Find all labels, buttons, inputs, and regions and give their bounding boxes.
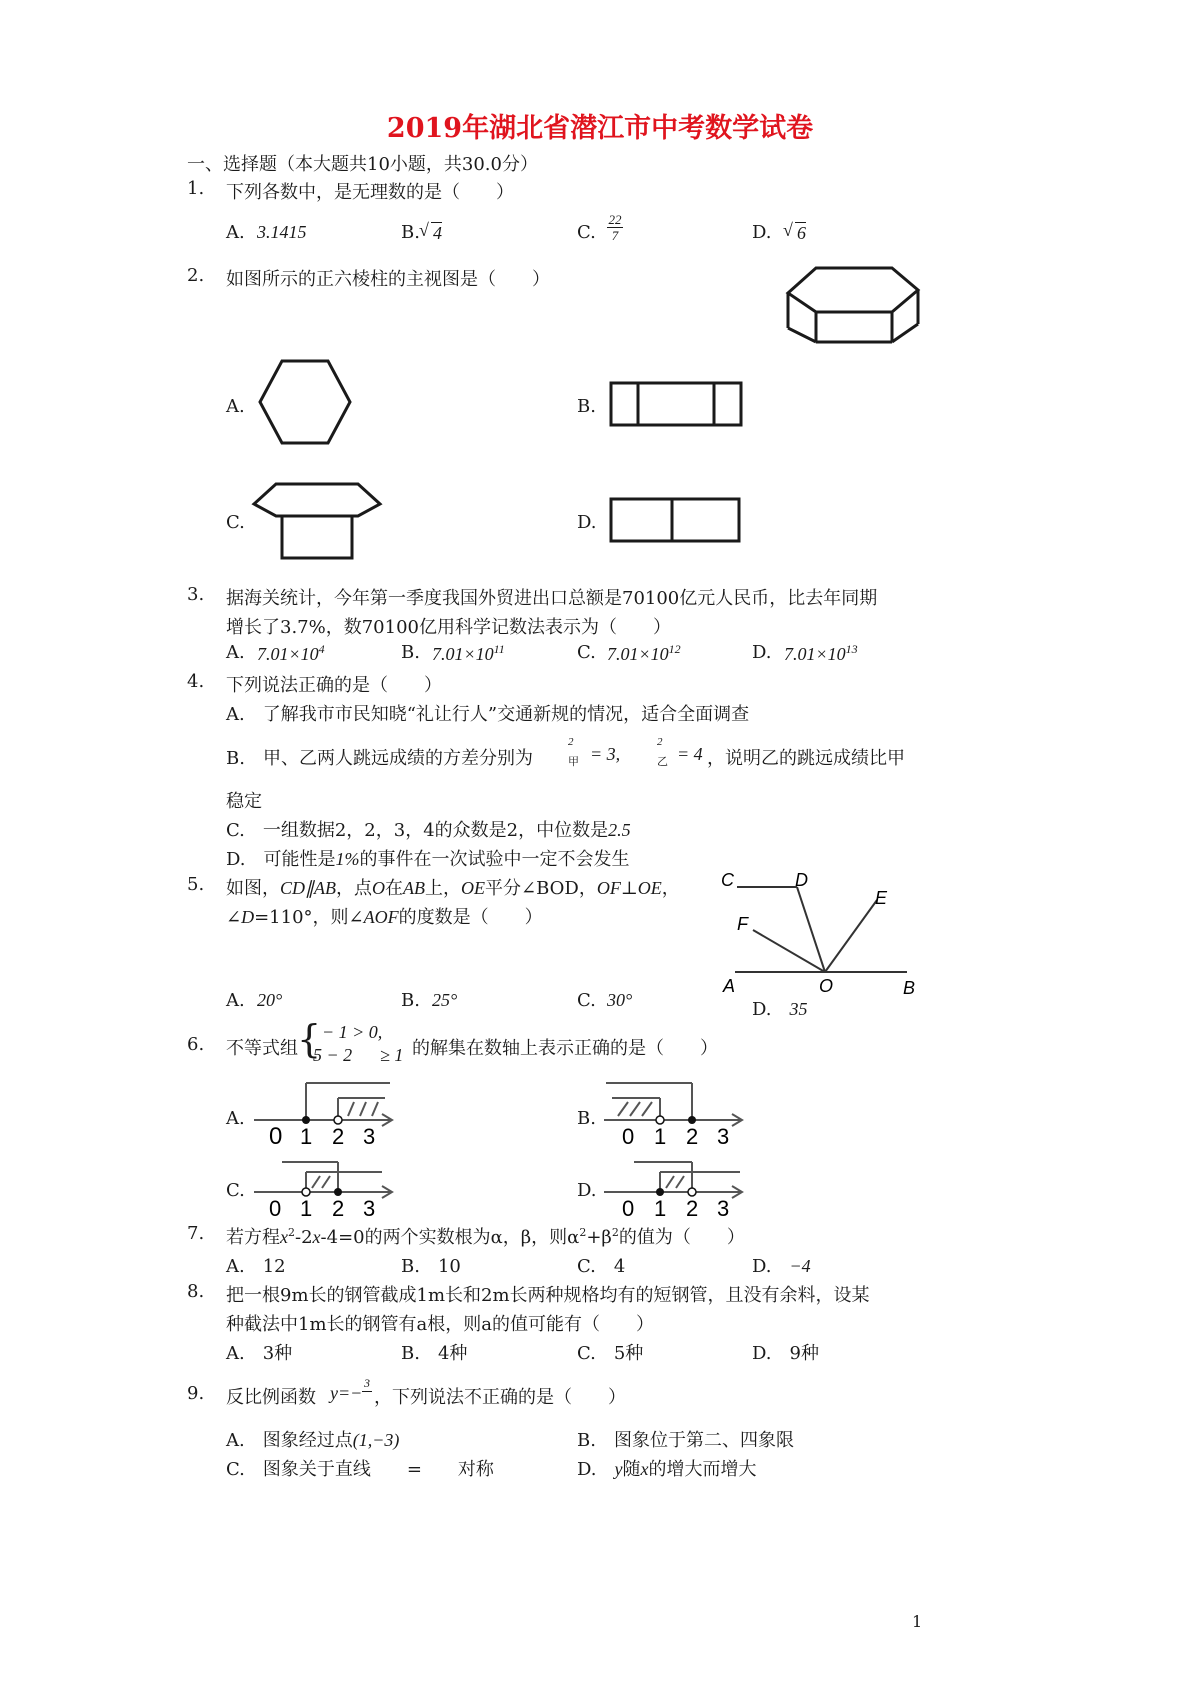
q4-number: 4. xyxy=(187,671,205,692)
q4-option-d-value: 1% xyxy=(335,849,360,869)
q1-option-d-label: D. xyxy=(752,222,772,243)
q3-option-d-exp: 13 xyxy=(845,642,858,656)
svg-text:2: 2 xyxy=(686,1196,699,1221)
q4-option-b-exp1: 2 xyxy=(568,736,574,748)
q1-option-b xyxy=(419,220,442,244)
q5-number: 5. xyxy=(187,874,205,895)
q3-option-d-label: D. xyxy=(752,642,772,663)
q9-post: ，下列说法不正确的是（ ） xyxy=(374,1387,626,1408)
q5-option-c-label: C. xyxy=(577,990,596,1011)
hexagonal-prism-figure xyxy=(780,260,925,350)
svg-text:0: 0 xyxy=(622,1124,635,1149)
q2-option-a-label: A. xyxy=(226,396,245,417)
q1-option-d-value: 6 xyxy=(797,223,806,243)
svg-text:2: 2 xyxy=(686,1124,699,1149)
q3-option-a xyxy=(257,642,325,665)
q7-option-a: A. 12 xyxy=(226,1256,286,1277)
q4-option-b-eq1: = 3, xyxy=(590,744,621,764)
q4-option-b-rest: ，说明乙的跳远成绩比甲 xyxy=(707,748,905,769)
q5-option-a: 20° xyxy=(257,990,283,1010)
q3-option-d-base: 7.01×10 xyxy=(784,644,846,664)
q9-number: 9. xyxy=(187,1383,205,1404)
q1-option-c-label: C. xyxy=(577,222,596,243)
q9-pre: 反比例函数 xyxy=(226,1387,316,1408)
q7-option-b: B. 10 xyxy=(401,1256,461,1277)
q2-number: 2. xyxy=(187,265,205,286)
q1-option-b-label: B. xyxy=(401,222,420,243)
svg-text:0: 0 xyxy=(269,1123,283,1150)
label-a: A xyxy=(723,976,736,996)
q8-line2: 种截法中1m长的钢管有a根，则a的值可能有（ ） xyxy=(226,1314,654,1335)
svg-text:0: 0 xyxy=(622,1196,635,1221)
q3-option-a-exp: 4 xyxy=(318,642,325,656)
q5-line2: ∠D=110°，则∠AOF的度数是（ ） xyxy=(226,907,543,928)
q6-option-a-numberline xyxy=(250,1078,400,1148)
q6-option-b-numberline xyxy=(600,1078,750,1148)
brace-icon: { xyxy=(297,1017,322,1061)
q6-option-c-label: C. xyxy=(226,1180,245,1201)
q9-option-c: C. 图象关于直线 = 对称 xyxy=(226,1459,494,1480)
q5-option-c: 30° xyxy=(607,990,633,1010)
label-e: E xyxy=(875,888,888,908)
q2-option-a-hexagon xyxy=(255,356,355,448)
label-b: B xyxy=(903,978,916,998)
q9-frac-numerator: 3 xyxy=(364,1376,370,1390)
label-f: F xyxy=(737,914,748,934)
q4-option-d xyxy=(226,845,630,871)
q3-option-c-label: C. xyxy=(577,642,596,663)
q1-option-a-label: A. xyxy=(226,222,245,243)
q6-ineq2-left: 5 − 2 xyxy=(313,1045,353,1065)
label-o: O xyxy=(819,976,834,996)
q2-option-d-rectangles xyxy=(608,496,742,544)
q4-option-b-line2: 稳定 xyxy=(226,791,262,812)
q4-option-b-eq2: = 4 xyxy=(677,744,703,764)
page-title: 2019年湖北省潜江市中考数学试卷 xyxy=(386,113,814,144)
q2-option-c-figure xyxy=(250,480,385,562)
q7-number: 7. xyxy=(187,1223,205,1244)
q2-option-b-rectangles xyxy=(608,380,744,428)
q4-option-b-sub2: 乙 xyxy=(657,755,668,768)
q4-option-b-sub1: 甲 xyxy=(568,755,579,768)
q3-number: 3. xyxy=(187,584,205,605)
svg-text:3: 3 xyxy=(717,1196,730,1221)
q5-option-b: 25° xyxy=(432,990,458,1010)
q7-stem: 若方程$x^2-2x-4=0$的两个实数根为α，β，则$\alpha^2+\beta^2$的值为（ ） xyxy=(226,1226,745,1248)
q1-option-b-value: 4 xyxy=(433,223,442,243)
q4-option-d-pre: D. 可能性是 xyxy=(226,849,336,870)
q6-option-a-label: A. xyxy=(226,1108,245,1129)
q5-option-b-label: B. xyxy=(401,990,420,1011)
q3-option-a-base: 7.01×10 xyxy=(257,644,319,664)
svg-text:3: 3 xyxy=(363,1124,376,1149)
q9-option-d: D. y随x的增大而增大 xyxy=(577,1459,757,1480)
q3-line2: 增长了3.7%，数70100亿用科学记数法表示为（ ） xyxy=(226,617,671,638)
q4-stem: 下列说法正确的是（ ） xyxy=(226,675,442,696)
q3-option-b-label: B. xyxy=(401,642,420,663)
q3-option-b-exp: 11 xyxy=(493,642,505,656)
q2-option-c-label: C. xyxy=(226,512,245,533)
q8-option-a: A. 3种 xyxy=(226,1343,293,1364)
q1-option-d xyxy=(783,220,806,244)
q3-option-a-label: A. xyxy=(226,642,245,663)
page-number: 1 xyxy=(912,1612,923,1631)
q3-option-c-exp: 12 xyxy=(668,642,681,656)
svg-text:3: 3 xyxy=(717,1124,730,1149)
q8-number: 8. xyxy=(187,1281,205,1302)
q8-option-b: B. 4种 xyxy=(401,1343,468,1364)
q1-option-c-numerator: 22 xyxy=(608,212,622,227)
q7-option-c: C. 4 xyxy=(577,1256,626,1277)
sqrt-symbol-icon: √ xyxy=(783,220,793,240)
q6-option-b-label: B. xyxy=(577,1108,596,1129)
q3-option-c xyxy=(607,642,681,665)
q1-option-c-denominator: 7 xyxy=(611,228,619,243)
q4-option-c-text: C. 一组数据2，2，3，4的众数是2，中位数是 xyxy=(226,820,609,841)
q3-option-d xyxy=(784,642,858,665)
q1-option-a: 3.1415 xyxy=(257,222,307,242)
sqrt-symbol-icon: √ xyxy=(419,220,429,240)
svg-text:1: 1 xyxy=(300,1124,313,1149)
q1-option-c xyxy=(607,212,623,243)
svg-text:0: 0 xyxy=(269,1196,282,1221)
q2-option-b-label: B. xyxy=(577,396,596,417)
q2-option-d-label: D. xyxy=(577,512,597,533)
q3-option-c-base: 7.01×10 xyxy=(607,644,669,664)
q1-stem: 下列各数中，是无理数的是（ ） xyxy=(226,182,514,203)
q4-option-c xyxy=(226,816,631,842)
q5-angle-figure xyxy=(715,868,925,1003)
q6-post: 的解集在数轴上表示正确的是（ ） xyxy=(412,1038,718,1059)
q6-option-d-numberline xyxy=(600,1158,750,1222)
q6-number: 6. xyxy=(187,1034,205,1055)
q4-option-d-post: 的事件在一次试验中一定不会发生 xyxy=(359,849,630,870)
q2-stem: 如图所示的正六棱柱的主视图是（ ） xyxy=(226,269,550,290)
q3-line1: 据海关统计，今年第一季度我国外贸进出口总额是70100亿元人民币，比去年同期 xyxy=(226,588,878,609)
svg-text:3: 3 xyxy=(363,1196,376,1221)
q4-option-b-exp2: 2 xyxy=(657,736,663,748)
q4-option-b-part1: B. 甲、乙两人跳远成绩的方差分别为 xyxy=(226,748,533,769)
q8-option-c: C. 5种 xyxy=(577,1343,644,1364)
q6-ineq2-right: ≥ 1 xyxy=(380,1045,404,1065)
svg-text:1: 1 xyxy=(300,1196,313,1221)
q1-number: 1. xyxy=(187,178,205,199)
q6-option-d-label: D. xyxy=(577,1180,597,1201)
svg-text:1: 1 xyxy=(654,1196,667,1221)
q9-function: y=− xyxy=(330,1383,363,1403)
svg-text:1: 1 xyxy=(654,1124,667,1149)
q8-line1: 把一根9m长的钢管截成1m长和2m长两种规格均有的短钢管，且没有余料，设某 xyxy=(226,1285,870,1306)
q3-option-b-base: 7.01×10 xyxy=(432,644,494,664)
q3-option-b xyxy=(432,642,505,665)
q7-option-d: D. −4 xyxy=(752,1256,811,1277)
q4-option-a: A. 了解我市市民知晓“礼让行人”交通新规的情况，适合全面调查 xyxy=(226,704,750,725)
svg-text:2: 2 xyxy=(332,1124,345,1149)
q9-option-b: B. 图象位于第二、四象限 xyxy=(577,1430,794,1451)
label-c: C xyxy=(721,870,734,890)
section-heading: 一、选择题（本大题共10小题，共30.0分） xyxy=(187,154,538,175)
q9-option-a: A. 图象经过点(1,−3) xyxy=(226,1430,400,1451)
label-d: D xyxy=(795,870,808,890)
q5-option-d: D. 35 xyxy=(752,999,808,1020)
q8-option-d: D. 9种 xyxy=(752,1343,819,1364)
q6-pre: 不等式组 xyxy=(226,1038,298,1059)
svg-text:2: 2 xyxy=(332,1196,345,1221)
q5-line1: 如图，CD∥AB，点O在AB上，OE平分∠BOD，OF⊥OE， xyxy=(226,878,680,899)
q6-option-c-numberline xyxy=(250,1158,400,1222)
q5-option-a-label: A. xyxy=(226,990,245,1011)
q6-ineq1: − 1 > 0, xyxy=(322,1022,383,1042)
q4-option-c-value: 2.5 xyxy=(608,820,631,840)
